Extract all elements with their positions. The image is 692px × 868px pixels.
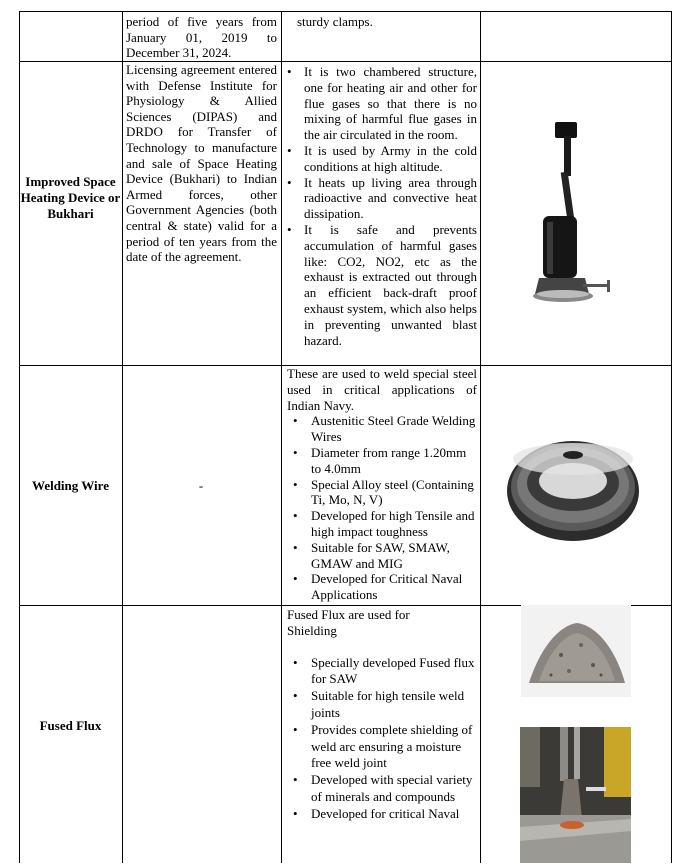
feature-item: • It heats up living area through radioactive and convective heat dissipation. — [287, 175, 477, 222]
feature-item: • It is two chambered structure, one for heating air and other for flue gases so that there is no mixing of harmful flue gases in the air circulated in the room. — [287, 64, 477, 143]
feature-item: • Developed for high Tensile and high impact toughness — [287, 508, 477, 540]
feature-item: • Special Alloy steel (Containing Ti, Mo, N, V) — [287, 477, 477, 509]
feature-item: • It is used by Army in the cold conditions at high altitude. — [287, 143, 477, 175]
welding-wire-spool-image — [505, 435, 641, 545]
row0-spec: period of five years from January 01, 2019 to December 31, 2024. — [126, 14, 277, 61]
row3-product-name: Fused Flux — [39, 718, 102, 733]
row3-intro: Fused Flux are used for Shielding — [287, 607, 410, 638]
welding-process-image — [520, 727, 631, 863]
row2-features — [287, 366, 477, 603]
row3-features — [287, 607, 477, 823]
fused-flux-granules-image — [521, 605, 631, 697]
row1-features — [287, 64, 477, 348]
row1-spec: Licensing agreement entered with Defense Institute for Physiology & Allied Sciences (DIPAS) and DRDO for Transfer of Technology to manufacture and sale of Space Heating Device (Bukhari) to Indian Armed forces, other Government Agencies (both central & state) valid for a period of ten years from the date of the agreement. — [126, 62, 277, 265]
bukhari-heater-image — [525, 116, 621, 316]
feature-item: • Austenitic Steel Grade Welding Wires — [287, 413, 477, 445]
feature-item: • Diameter from range 1.20mm to 4.0mm — [287, 445, 477, 477]
row0-feature: sturdy clamps. — [297, 14, 373, 29]
feature-item: • Developed for critical Naval — [287, 806, 477, 823]
row2-product-name: Welding Wire — [32, 478, 109, 493]
row1-product-name: Improved Space Heating Device or Bukhari — [20, 174, 121, 221]
row2-intro: These are used to weld special steel used in critical applications of Indian Navy. — [287, 366, 477, 413]
product-table — [19, 11, 672, 863]
feature-item: • Developed for Critical Naval Applications — [287, 571, 477, 603]
feature-item: • Suitable for high tensile weld joints — [287, 688, 477, 722]
row2-spec: - — [198, 478, 204, 493]
feature-item: • It is safe and prevents accumulation of harmful gases like: CO2, NO2, etc as the exhaust is extracted out through an efficient back-draft proof exhaust system, which also helps in preventing unwanted blast hazard. — [287, 222, 477, 348]
feature-item: • Developed with special variety of minerals and compounds — [287, 772, 477, 806]
feature-item: • Provides complete shielding of weld arc ensuring a moisture free weld joint — [287, 722, 477, 772]
feature-item: • Suitable for SAW, SMAW, GMAW and MIG — [287, 540, 477, 572]
feature-item: • Specially developed Fused flux for SAW — [287, 655, 477, 689]
